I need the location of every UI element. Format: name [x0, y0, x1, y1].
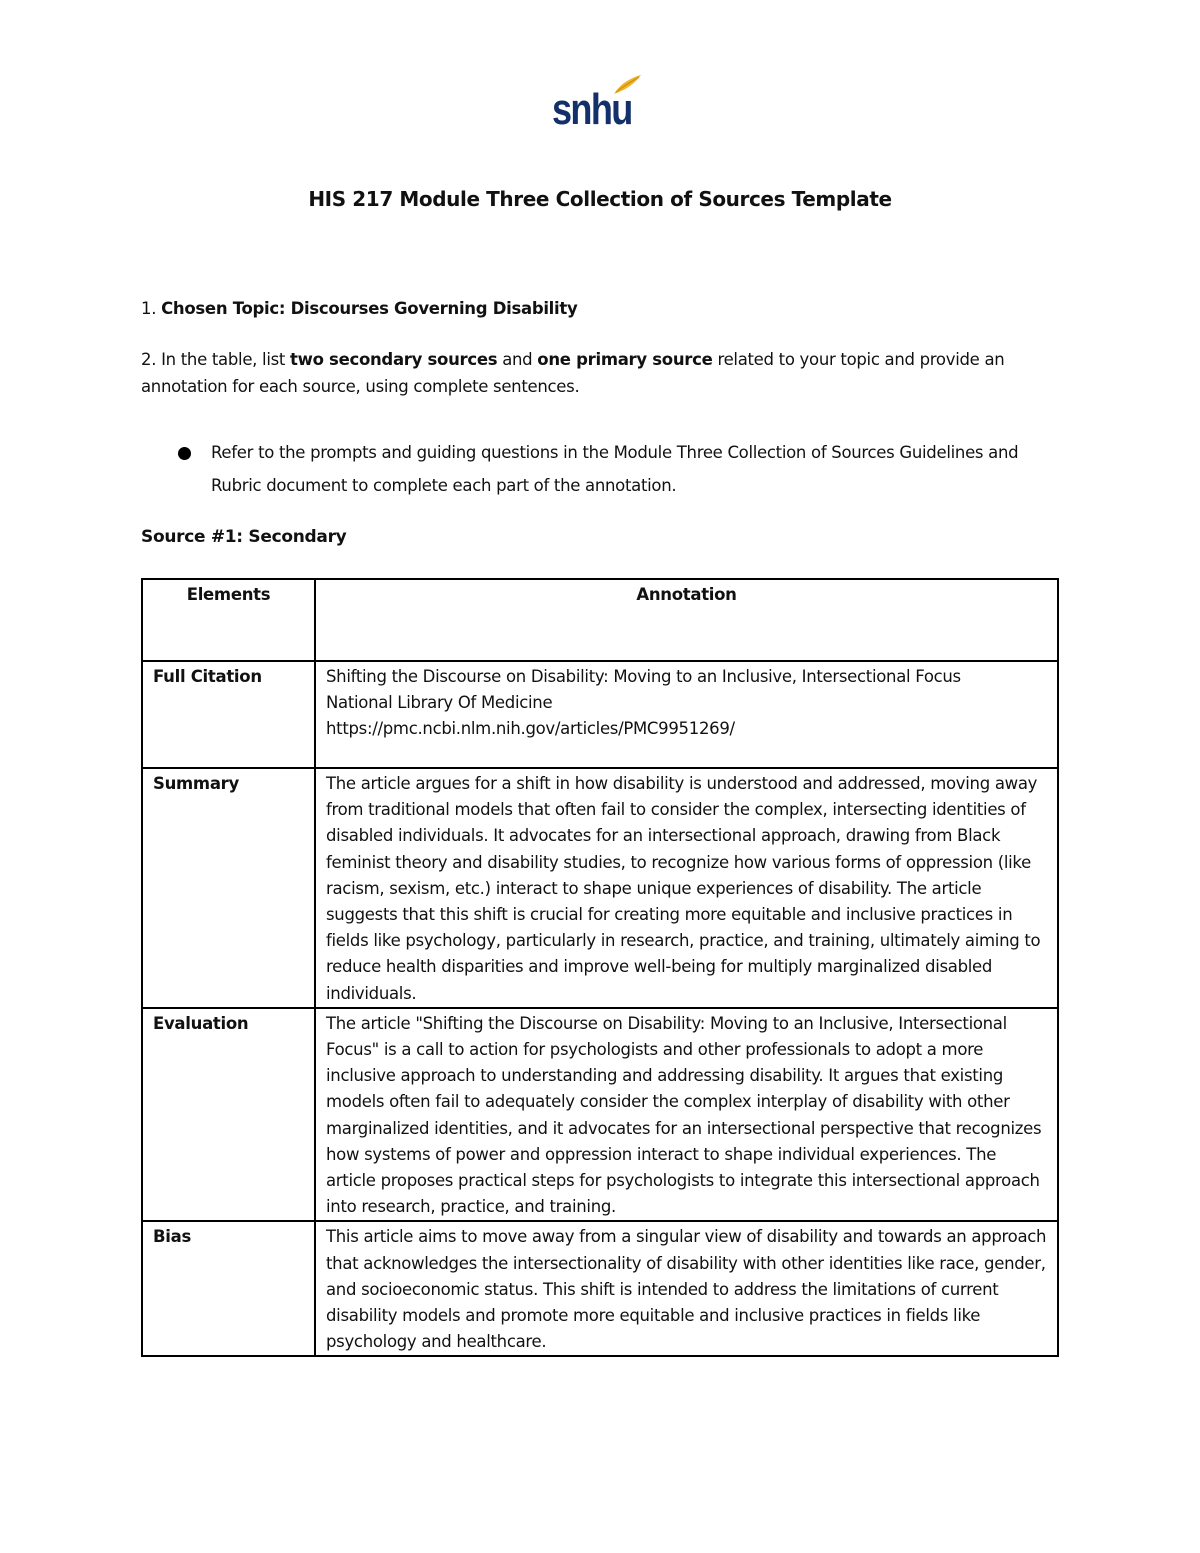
- element-full-citation: Full Citation: [142, 661, 315, 768]
- citation-cell: [315, 661, 1058, 768]
- instructions-prefix: 2. In the table, list: [141, 350, 291, 369]
- instructions: [141, 346, 1071, 400]
- annotation-table: [141, 578, 1059, 1357]
- page-title: HIS 217 Module Three Collection of Sources Template: [308, 187, 892, 211]
- bullet-text: Refer to the prompts and guiding questions in the Module Three Collection of Sources Guidelines and Rubric document to complete each part of the annotation.: [211, 443, 1019, 495]
- table-row: [142, 768, 1058, 1008]
- chosen-topic: [141, 295, 1071, 322]
- citation-publisher: National Library Of Medicine: [326, 693, 553, 713]
- element-summary: Summary: [142, 768, 315, 1008]
- table-row: [142, 1221, 1058, 1356]
- citation-title: Shifting the Discourse on Disability: Moving to an Inclusive, Intersectional Focus: [326, 667, 961, 686]
- header-elements: Elements: [142, 579, 315, 661]
- table-row: [142, 661, 1058, 768]
- bias-text: This article aims to move away from a singular view of disability and towards an approach that acknowledges the intersectionality of disability with other identities like race, gender, and socioeconomic status. This shift is intended to address the limitations of current disability models and promote more equitable and inclusive practices in fields like psychology and healthcare.: [315, 1221, 1058, 1356]
- instructions-bold-primary: one primary source: [537, 350, 713, 369]
- summary-text: The article argues for a shift in how disability is understood and addressed, moving away from traditional models that often fail to consider the complex, intersecting identities of disabled individuals. It advocates for an intersectional approach, drawing from Black feminist theory and disability studies, to recognize how various forms of oppression (like racism, sexism, etc.) interact to shape unique experiences of disability. The article suggests that this shift is crucial for creating more equitable and inclusive practices in fields like psychology, particularly in research, practice, and training, ultimately aiming to reduce health disparities and improve well-being for multiply marginalized disabled individuals.: [315, 768, 1058, 1008]
- instructions-bold-secondary: two secondary sources: [290, 350, 498, 369]
- instructions-suffix: related to your topic and provide an annotation for each source, using complete sentences.: [141, 350, 1005, 396]
- chosen-topic-label: Chosen Topic: Discourses Governing Disability: [161, 299, 578, 318]
- header-annotation: Annotation: [315, 579, 1058, 661]
- element-bias: Bias: [142, 1221, 315, 1356]
- logo-text: snhu: [552, 85, 632, 134]
- table-row: [142, 1008, 1058, 1222]
- evaluation-text: The article "Shifting the Discourse on Disability: Moving to an Inclusive, Intersectional Focus" is a call to action for psychologists and other professionals to adopt a more inclusive approach to understanding and addressing disability. It argues that existing models often fail to adequately consider the complex interplay of disability with other marginalized identities, and it advocates for an intersectional perspective that recognizes how systems of power and oppression interact to shape individual experiences. The article proposes practical steps for psychologists to integrate this intersectional approach into research, practice, and training.: [315, 1008, 1058, 1222]
- snhu-logo: [552, 74, 644, 138]
- bullet-dot-icon: [178, 447, 191, 460]
- element-evaluation: Evaluation: [142, 1008, 315, 1222]
- item-number: 1.: [141, 299, 157, 318]
- table-header-row: [142, 579, 1058, 661]
- citation-url: https://pmc.ncbi.nlm.nih.gov/articles/PMC9951269/: [326, 719, 735, 739]
- source-heading: Source #1: Secondary: [141, 527, 347, 547]
- instructions-mid: and: [497, 350, 538, 369]
